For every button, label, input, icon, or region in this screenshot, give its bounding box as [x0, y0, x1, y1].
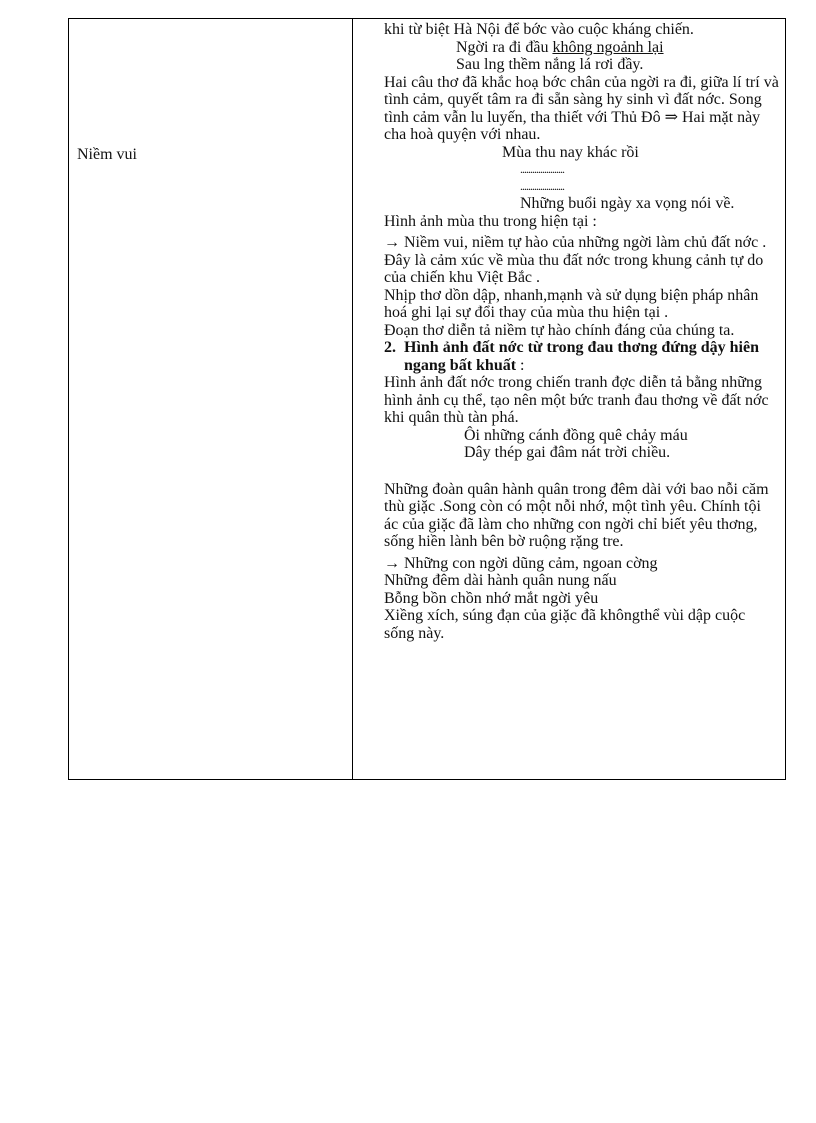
verse-line [384, 39, 779, 57]
verse-line: Những buổi ngày xa vọng nói về. [520, 195, 735, 212]
content-table [68, 18, 786, 780]
ellipsis-line: ...................... [520, 179, 564, 193]
verse-line: Mùa thu nay khác rồi [502, 143, 639, 161]
verse-line: Những đêm dài hành quân nung nấu [384, 572, 617, 589]
column-divider [352, 19, 353, 779]
paragraph: Những đoàn quân hành quân trong đêm dài với bao nỗi căm thù giặc .Song còn có một nỗi nhớ, một tình yêu. Chính tội ác của giặc đã làm cho những con ngời chỉ biết yêu thơng, sống hiền lành bên bờ ruộng rặng tre. [384, 480, 769, 550]
heading-number: 2. [384, 339, 396, 356]
verse-line: Sau lng thềm nắng lá rơi đầy. [456, 56, 644, 73]
left-cell-label: Niềm vui [77, 146, 137, 163]
paragraph: Hai câu thơ đã khắc hoạ bớc chân của ngời ra đi, giữa lí trí và tình cảm, quyết tâm ra đi sẵn sàng hy sinh vì đất nớc. Song tình cảm vẫn lu luyến, tha thiết với Thủ Đô ⇒ Hai mặt này cha hoà quyện với nhau. [384, 73, 779, 143]
section-heading [384, 339, 779, 374]
paragraph: Nhịp thơ dồn dập, nhanh,mạnh và sử dụng biện pháp nhân hoá ghi lại sự đổi thay của mùa thu hiện tại . [384, 286, 759, 321]
text-line: → Những con ngời dũng cảm, ngoan cờng [384, 554, 658, 572]
ellipsis-line: ...................... [520, 162, 564, 176]
paragraph: → Niềm vui, niềm tự hào của những ngời làm chủ đất nớc . Đây là cảm xúc về mùa thu đất nớc trong khung cảnh tự do của chiến khu Việt Bắc . [384, 234, 767, 286]
paragraph: Đoạn thơ diễn tả niềm tự hào chính đáng của chúng ta. [384, 321, 735, 339]
paragraph: Hình ảnh đất nớc trong chiến tranh đợc diễn tả bằng những hình ảnh cụ thể, tạo nên một bức tranh đau thơng về đất nớc khi quân thù tàn phá. [384, 374, 769, 426]
verse-line: Ôi những cánh đồng quê chảy máu [464, 426, 688, 444]
text-line: khi từ biệt Hà Nội để bớc vào cuộc kháng chiến. [384, 21, 694, 38]
verse-underlined: không ngoảnh lại [552, 38, 664, 56]
text-line: Hình ảnh mùa thu trong hiện tại : [384, 212, 597, 230]
heading-text: Hình ảnh đất nớc từ trong đau thơng đứng dậy hiên ngang bất khuất : [404, 339, 759, 374]
verse-line: Dây thép gai đâm nát trời chiều. [464, 444, 671, 461]
right-cell [384, 21, 779, 642]
verse-line: Bỗng bồn chồn nhớ mắt ngời yêu [384, 589, 599, 607]
verse-part: Ngời ra đi đầu [456, 38, 553, 56]
paragraph: Xiềng xích, súng đạn của giặc đã khôngthể vùi dập cuộc sống này. [384, 607, 746, 642]
